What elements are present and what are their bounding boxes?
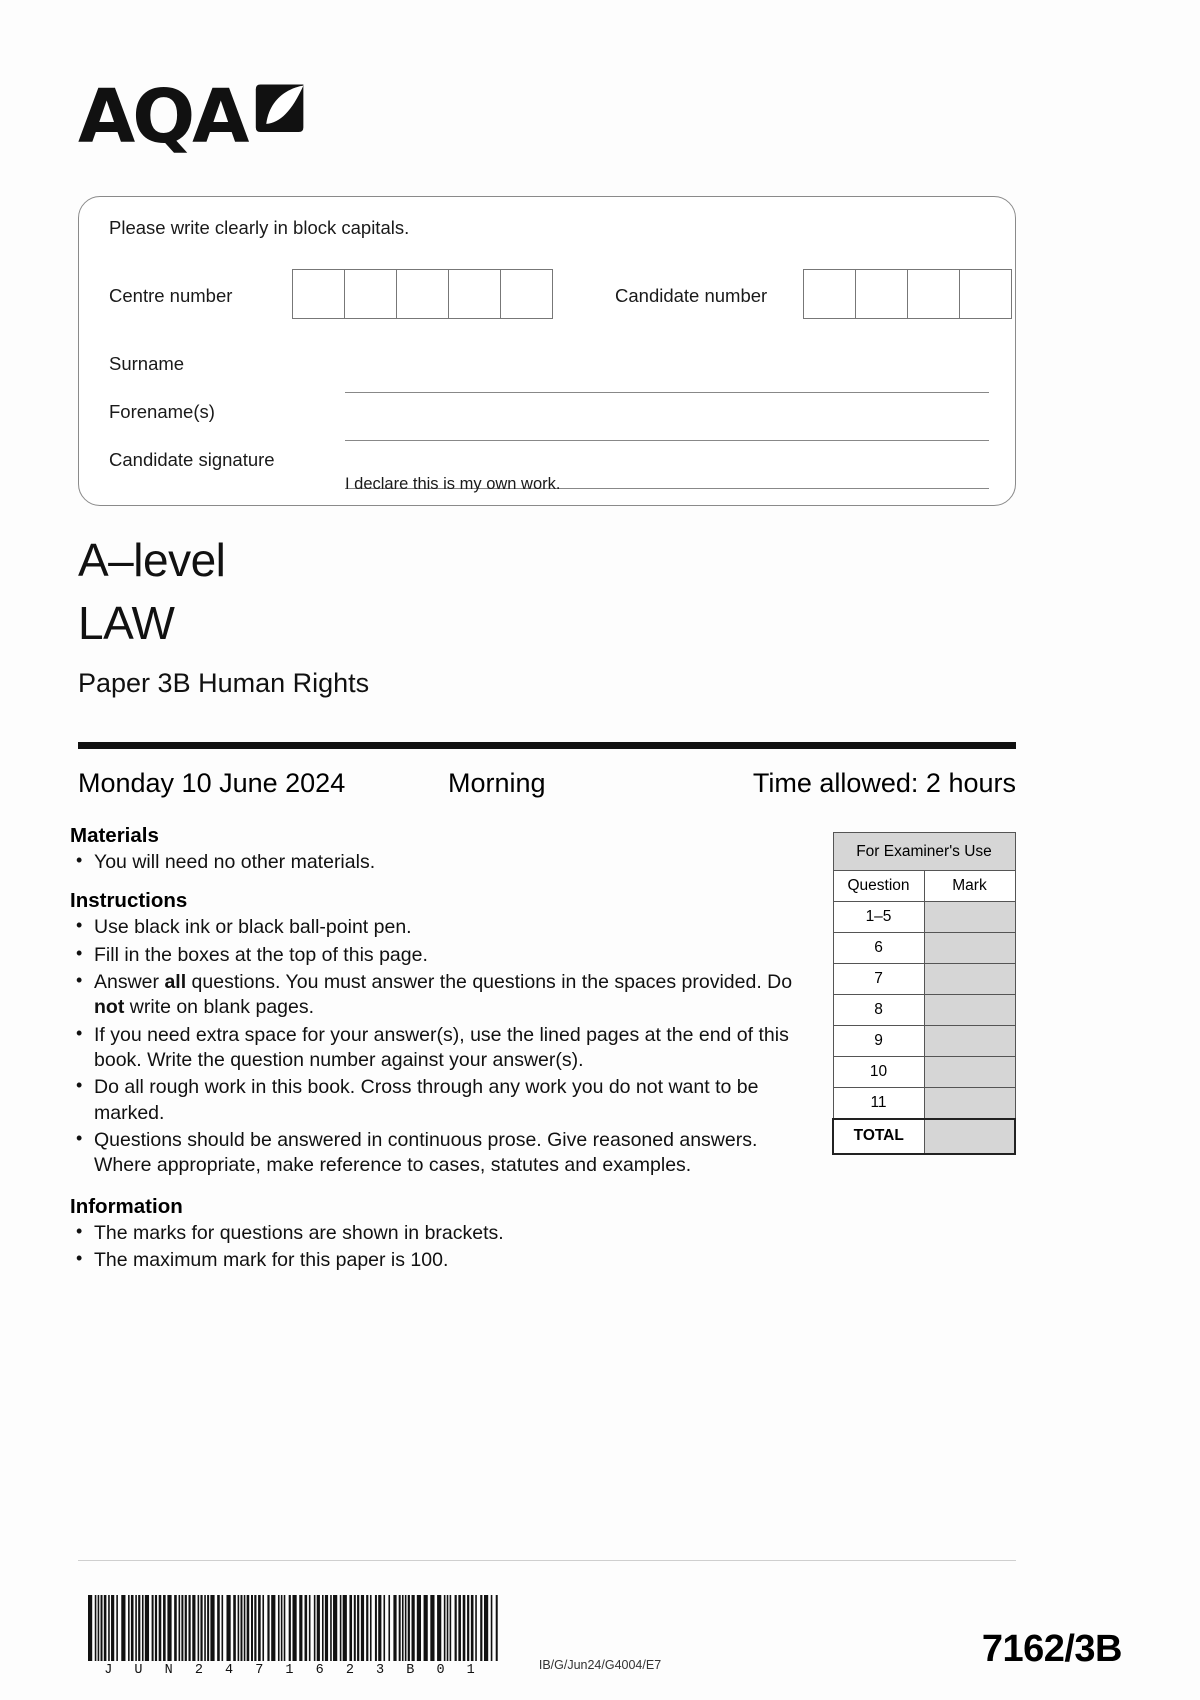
mark-cell[interactable] (924, 964, 1015, 995)
barcode-image (88, 1595, 498, 1661)
signature-label: Candidate signature (109, 449, 275, 470)
examiner-table-caption: For Examiner's Use (833, 833, 1015, 871)
table-row (833, 933, 1015, 964)
centre-number-label: Centre number (109, 285, 233, 306)
table-row (833, 995, 1015, 1026)
leaf-square-icon (250, 81, 308, 139)
block-capitals-instruction: Please write clearly in block capitals. (109, 217, 410, 238)
declaration-text: I declare this is my own work. (345, 475, 561, 493)
footer-divider (78, 1560, 1016, 1561)
information-section (70, 1195, 800, 1274)
centre-number-digit[interactable] (397, 270, 449, 318)
question-cell: 8 (833, 995, 924, 1026)
header-divider (78, 742, 1016, 749)
centre-number-digit[interactable] (501, 270, 553, 318)
information-list (70, 1221, 800, 1274)
forenames-row (109, 395, 989, 443)
question-cell: 1–5 (833, 902, 924, 933)
exam-date: Monday 10 June 2024 (78, 768, 346, 798)
surname-row (109, 347, 989, 395)
aqa-logo (78, 72, 308, 162)
barcode-label: J U N 2 4 7 1 6 2 3 B 0 1 (104, 1663, 482, 1678)
paper-title: Paper 3B Human Rights (78, 668, 370, 698)
total-mark-cell[interactable] (924, 1119, 1015, 1154)
examiner-table-header-row (833, 871, 1015, 902)
mark-cell[interactable] (924, 1057, 1015, 1088)
list-item: • Fill in the boxes at the top of this page. (70, 943, 800, 968)
mark-cell[interactable] (924, 902, 1015, 933)
list-item: • You will need no other materials. (70, 850, 800, 875)
instructions-list (70, 915, 800, 1178)
table-row-total (833, 1119, 1015, 1154)
list-item: • The marks for questions are shown in brackets. (70, 1221, 800, 1246)
mark-cell[interactable] (924, 1088, 1015, 1119)
question-cell: 11 (833, 1088, 924, 1119)
exam-meta (78, 768, 1016, 808)
question-cell: 6 (833, 933, 924, 964)
table-row (833, 1026, 1015, 1057)
examiner-table-body (833, 833, 1015, 902)
list-item: • Questions should be answered in continuous prose. Give reasoned answers. Where appropriate, make reference to cases, statutes and examples. (70, 1128, 800, 1179)
column-header-question: Question (833, 871, 924, 902)
surname-label: Surname (109, 353, 185, 374)
mark-cell[interactable] (924, 995, 1015, 1026)
information-heading: Information (70, 1194, 183, 1218)
candidate-number-input[interactable] (803, 269, 1012, 319)
instructions-heading: Instructions (70, 889, 188, 913)
centre-number-digit[interactable] (345, 270, 397, 318)
exam-time-allowed: Time allowed: 2 hours (752, 768, 1016, 798)
exam-session: Morning (448, 768, 546, 798)
instructions-section (70, 889, 800, 1178)
examiner-table-total (833, 1119, 1015, 1154)
table-row (833, 902, 1015, 933)
candidate-number-label: Candidate number (615, 285, 768, 306)
examiner-table-caption-row (833, 833, 1015, 871)
table-row (833, 964, 1015, 995)
aqa-logo-text: AQA (78, 74, 247, 160)
list-item: • Use black ink or black ball-point pen. (70, 915, 800, 940)
materials-section (70, 824, 800, 875)
table-row (833, 1088, 1015, 1119)
table-row (833, 1057, 1015, 1088)
total-label: TOTAL (833, 1119, 924, 1154)
question-cell: 7 (833, 964, 924, 995)
candidate-number-digit[interactable] (856, 270, 908, 318)
list-item: • The maximum mark for this paper is 100. (70, 1248, 800, 1273)
number-fields-row (109, 269, 1045, 321)
mark-cell[interactable] (924, 933, 1015, 964)
list-item: • Answer all questions. You must answer the questions in the spaces provided. Do not write on blank pages. (70, 970, 800, 1021)
list-item: • If you need extra space for your answer(s), use the lined pages at the end of this book. Write the question number against your answer(s). (70, 1023, 800, 1074)
centre-number-digit[interactable] (449, 270, 501, 318)
candidate-number-digit[interactable] (960, 270, 1012, 318)
column-header-mark: Mark (924, 871, 1015, 902)
forenames-input[interactable] (345, 440, 989, 441)
candidate-details-box (78, 196, 1016, 506)
question-cell: 10 (833, 1057, 924, 1088)
mark-cell[interactable] (924, 1026, 1015, 1057)
materials-heading: Materials (70, 824, 159, 847)
centre-number-input[interactable] (292, 269, 553, 319)
subject-title: LAW (78, 597, 175, 649)
question-cell: 9 (833, 1026, 924, 1057)
candidate-number-digit[interactable] (804, 270, 856, 318)
list-item: • Do all rough work in this book. Cross through any work you do not want to be marked. (70, 1075, 800, 1126)
candidate-number-digit[interactable] (908, 270, 960, 318)
paper-code: 7162/3B (981, 1628, 1122, 1670)
forenames-label: Forename(s) (109, 401, 215, 422)
examiner-table-rows (833, 902, 1015, 1119)
centre-number-digit[interactable] (293, 270, 345, 318)
surname-input[interactable] (345, 392, 989, 393)
instructions-column (70, 824, 800, 1275)
materials-list (70, 850, 800, 875)
examiner-use-table (832, 832, 1016, 1155)
qualification-title: A–level (78, 534, 226, 586)
document-reference: IB/G/Jun24/G4004/E7 (538, 1658, 662, 1672)
